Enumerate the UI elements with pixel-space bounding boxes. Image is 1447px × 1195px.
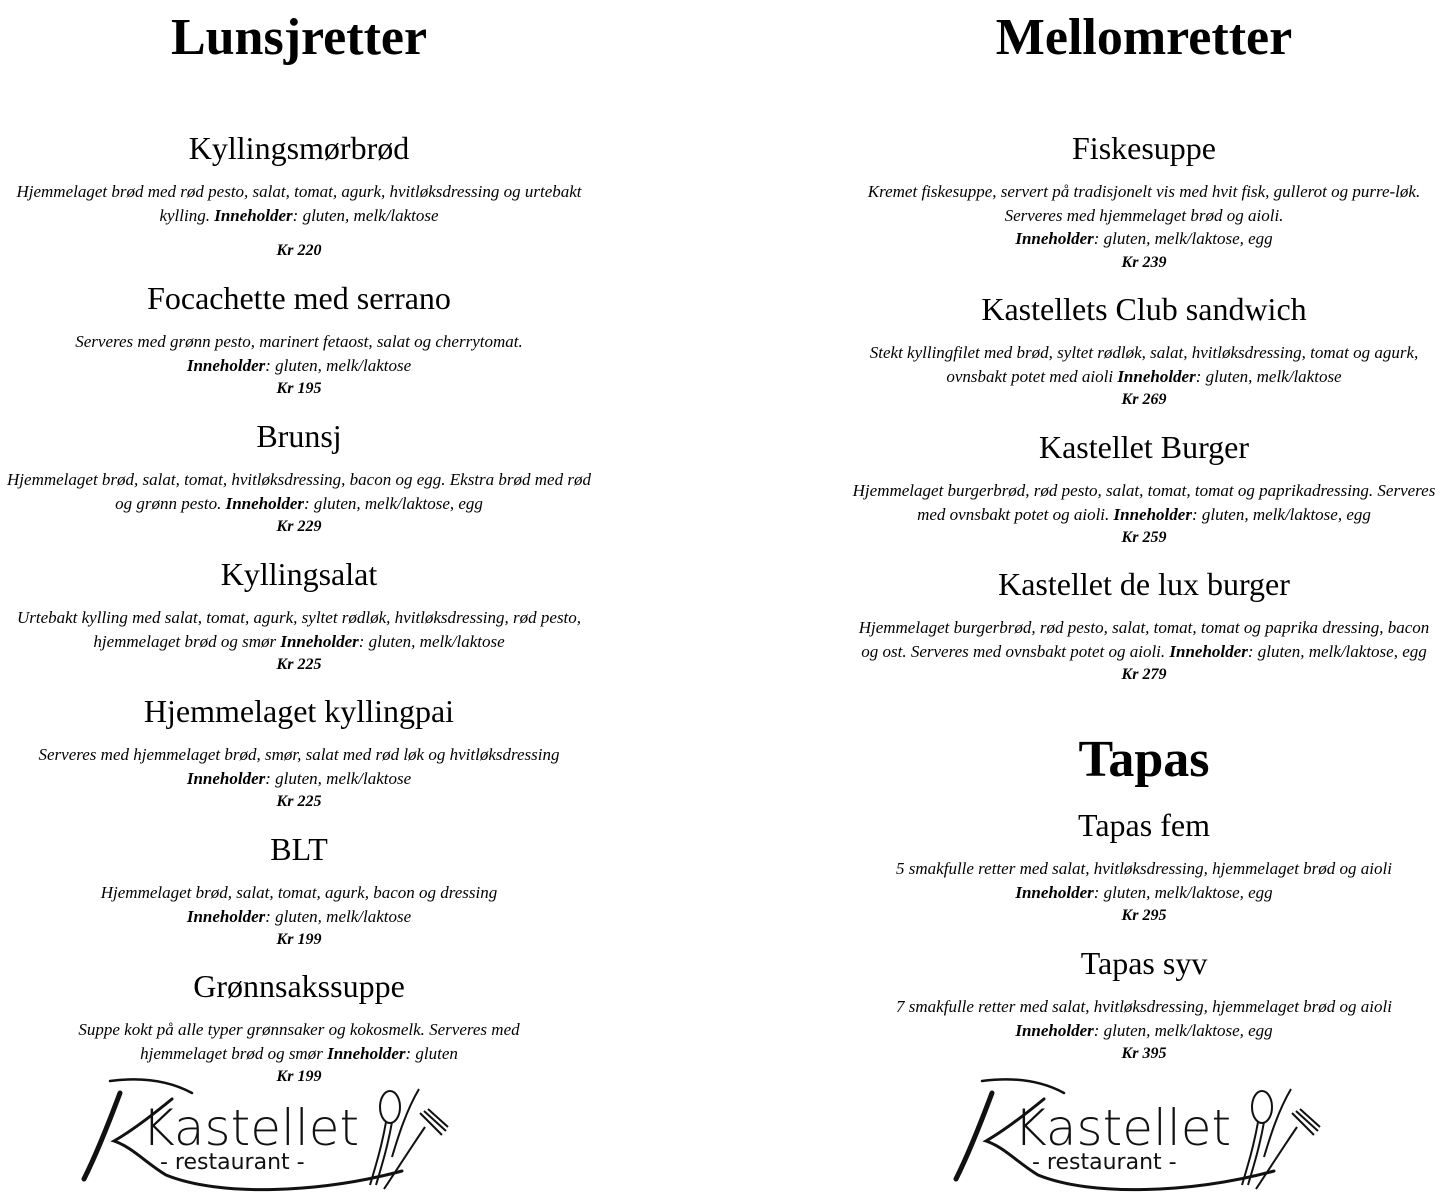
item-description: Hjemmelaget brød, salat, tomat, hvitløksdressing, bacon og egg. Ekstra brød med rød og grønn pesto. Inneholder: gluten, melk/laktose, egg	[7, 470, 591, 513]
item-name: Tapas fem	[1078, 807, 1210, 843]
item-price: Kr 195	[276, 380, 322, 398]
section-title-mellomretter: Mellomretter	[995, 9, 1293, 66]
item-name: Hjemmelaget kyllingpai	[143, 693, 455, 729]
menu-item	[845, 808, 1443, 928]
item-price: Kr 225	[276, 656, 322, 674]
item-price: Kr 259	[1121, 529, 1167, 547]
section-title-lunsjretter: Lunsjretter	[170, 9, 428, 66]
menu-item	[0, 281, 598, 401]
menu-item	[845, 292, 1443, 412]
item-description: Serveres med grønn pesto, marinert fetaost, salat og cherrytomat. Inneholder: gluten, melk/laktose	[75, 332, 523, 375]
item-name: Kyllingsmørbrød	[188, 130, 410, 166]
menu-item	[0, 694, 598, 814]
item-price: Kr 225	[276, 793, 322, 811]
item-description: Kremet fiskesuppe, servert på tradisjonelt vis med hvit fisk, gullerot og purre-løk. Serveres med hjemmelaget brød og aioli. Inneholder: gluten, melk/laktose, egg	[867, 182, 1421, 249]
item-price: Kr 279	[1121, 666, 1167, 684]
item-name: Focachette med serrano	[147, 280, 451, 316]
menu-item	[845, 946, 1443, 1066]
item-name: Kastellet Burger	[1038, 429, 1249, 465]
item-description: Hjemmelaget brød, salat, tomat, agurk, bacon og dressing Inneholder: gluten, melk/laktose	[100, 883, 498, 926]
menu-item	[0, 969, 598, 1089]
item-description: Stekt kyllingfilet med brød, syltet rødløk, salat, hvitløksdressing, tomat og agurk, ovnsbakt potet med aioli Inneholder: gluten, melk/laktose	[869, 343, 1419, 386]
item-description: Suppe kokt på alle typer grønnsaker og kokosmelk. Serveres med hjemmelaget brød og smør Inneholder: gluten	[78, 1020, 520, 1063]
menu-item	[0, 131, 598, 263]
logo-tagline: - restaurant -	[1032, 1150, 1177, 1175]
item-name: Tapas syv	[1080, 945, 1208, 981]
restaurant-logo	[952, 1075, 1332, 1190]
item-description: Hjemmelaget brød med rød pesto, salat, tomat, agurk, hvitløksdressing og urtebakt kylling. Inneholder: gluten, melk/laktose	[16, 182, 582, 225]
item-price: Kr 295	[1121, 907, 1167, 925]
menu-item	[0, 419, 598, 539]
item-name: BLT	[270, 831, 328, 867]
item-description: Hjemmelaget burgerbrød, rød pesto, salat, tomat, tomat og paprikadressing. Serveres med ovnsbakt potet og aioli. Inneholder: gluten, melk/laktose, egg	[852, 481, 1436, 524]
menu-item	[0, 832, 598, 952]
menu-item	[0, 557, 598, 677]
menu-item	[845, 430, 1443, 550]
item-name: Grønnsakssuppe	[193, 968, 405, 1004]
item-price: Kr 220	[276, 242, 322, 260]
item-description: Hjemmelaget burgerbrød, rød pesto, salat, tomat, tomat og paprika dressing, bacon og ost. Serveres med ovnsbakt potet og aioli. Inneholder: gluten, melk/laktose, egg	[858, 618, 1430, 661]
menu-item	[845, 131, 1443, 275]
item-name: Kastellet de lux burger	[998, 566, 1290, 602]
item-name: Fiskesuppe	[1072, 130, 1216, 166]
cutlery-icon	[1242, 1089, 1320, 1189]
item-description: 7 smakfulle retter med salat, hvitløksdressing, hjemmelaget brød og aioli Inneholder: gluten, melk/laktose, egg	[896, 997, 1392, 1040]
item-price: Kr 199	[276, 931, 322, 949]
logo-name: Kastellet	[1014, 1099, 1232, 1157]
item-name: Brunsj	[256, 418, 342, 454]
item-description: 5 smakfulle retter med salat, hvitløksdressing, hjemmelaget brød og aioli Inneholder: gluten, melk/laktose, egg	[896, 859, 1392, 902]
item-description: Serveres med hjemmelaget brød, smør, salat med rød løk og hvitløksdressing Inneholder: gluten, melk/laktose	[38, 745, 560, 788]
section-title-tapas: Tapas	[1078, 731, 1210, 788]
logo-tagline: - restaurant -	[160, 1150, 305, 1175]
item-name: Kastellets Club sandwich	[981, 291, 1307, 327]
cutlery-icon	[370, 1089, 448, 1189]
restaurant-logo	[80, 1075, 460, 1190]
item-price: Kr 199	[276, 1068, 322, 1086]
item-price: Kr 395	[1121, 1045, 1167, 1063]
item-price: Kr 229	[276, 518, 322, 536]
item-price: Kr 269	[1121, 391, 1167, 409]
logo-name: Kastellet	[142, 1099, 360, 1157]
item-name: Kyllingsalat	[220, 556, 378, 592]
menu-item	[845, 567, 1443, 687]
item-description: Urtebakt kylling med salat, tomat, agurk, syltet rødløk, hvitløksdressing, rød pesto, hjemmelaget brød og smør Inneholder: gluten, melk/laktose	[16, 608, 582, 651]
item-price: Kr 239	[1121, 253, 1167, 271]
